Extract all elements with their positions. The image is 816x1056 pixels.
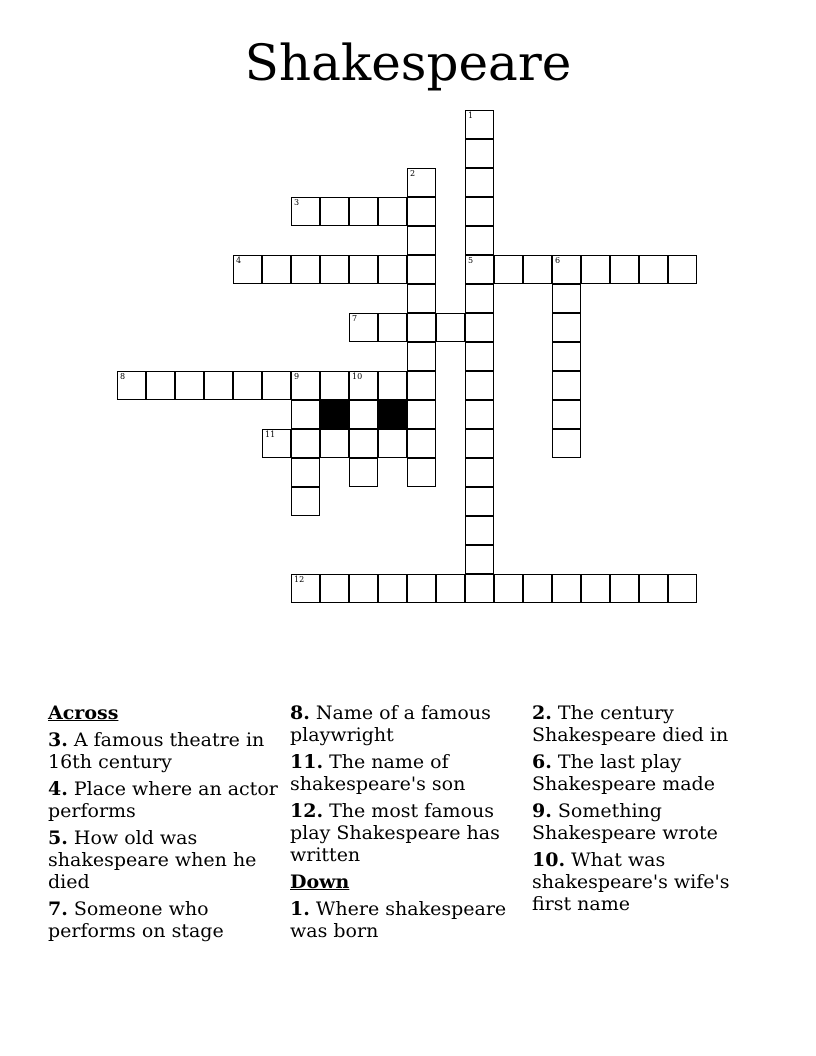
grid-cell[interactable]	[407, 284, 436, 313]
grid-cell[interactable]	[465, 255, 494, 284]
clue-item-number: 6.	[532, 751, 552, 773]
grid-cell[interactable]	[465, 139, 494, 168]
grid-cell[interactable]	[262, 429, 291, 458]
grid-cell[interactable]	[465, 545, 494, 574]
grid-cell[interactable]	[494, 255, 523, 284]
grid-cell[interactable]	[291, 487, 320, 516]
grid-cell[interactable]	[291, 371, 320, 400]
grid-cell[interactable]	[523, 255, 552, 284]
grid-cell[interactable]	[552, 574, 581, 603]
grid-cell[interactable]	[552, 255, 581, 284]
grid-cell[interactable]	[378, 371, 407, 400]
clue-item-text: How old was shakespeare when he died	[48, 827, 257, 893]
grid-cell[interactable]	[552, 371, 581, 400]
clue-item	[290, 800, 520, 866]
grid-cell[interactable]	[465, 371, 494, 400]
clue-item-text: What was shakespeare's wife's first name	[532, 849, 730, 915]
grid-cell[interactable]	[407, 226, 436, 255]
black-cell	[320, 400, 349, 429]
grid-cell[interactable]	[552, 429, 581, 458]
clue-item-text: Name of a famous playwright	[290, 702, 491, 746]
grid-cell[interactable]	[407, 168, 436, 197]
grid-cell[interactable]	[552, 313, 581, 342]
clue-item	[48, 827, 278, 893]
clue-column-3	[532, 702, 762, 920]
clue-heading-down: Down	[290, 871, 350, 893]
grid-cell[interactable]	[610, 255, 639, 284]
clue-item	[48, 898, 278, 942]
clue-item-number: 12.	[290, 800, 324, 822]
grid-cell[interactable]	[320, 429, 349, 458]
grid-cell[interactable]	[465, 313, 494, 342]
grid-cell[interactable]	[465, 284, 494, 313]
grid-cell[interactable]	[291, 458, 320, 487]
clue-number: 9	[294, 372, 300, 381]
grid-cell[interactable]	[320, 574, 349, 603]
grid-cell[interactable]	[204, 371, 233, 400]
clue-item	[290, 751, 520, 795]
grid-cell[interactable]	[668, 574, 697, 603]
clue-number: 4	[236, 256, 242, 265]
grid-cell[interactable]	[291, 574, 320, 603]
grid-cell[interactable]	[436, 574, 465, 603]
clue-number: 11	[265, 430, 276, 439]
grid-cell[interactable]	[465, 458, 494, 487]
grid-cell[interactable]	[378, 313, 407, 342]
black-cell	[378, 400, 407, 429]
clue-heading-across: Across	[48, 702, 119, 724]
clue-item-text: The century Shakespeare died in	[532, 702, 729, 746]
puzzle-title: Shakespeare	[244, 34, 572, 92]
clue-number: 10	[352, 372, 363, 381]
grid-cell[interactable]	[291, 197, 320, 226]
grid-cell[interactable]	[320, 371, 349, 400]
grid-cell[interactable]	[436, 313, 465, 342]
clue-number: 1	[468, 111, 474, 120]
clue-item-number: 4.	[48, 778, 68, 800]
clue-item	[532, 849, 762, 915]
grid-cell[interactable]	[407, 574, 436, 603]
grid-cell[interactable]	[378, 255, 407, 284]
grid-cell[interactable]	[291, 400, 320, 429]
grid-cell[interactable]	[610, 574, 639, 603]
clue-item-number: 2.	[532, 702, 552, 724]
grid-cell[interactable]	[465, 487, 494, 516]
clue-item-number: 5.	[48, 827, 68, 849]
grid-cell[interactable]	[320, 255, 349, 284]
clues-panel	[48, 702, 778, 1002]
clue-item-number: 1.	[290, 898, 310, 920]
clue-number: 3	[294, 198, 300, 207]
grid-cell[interactable]	[407, 458, 436, 487]
clue-number: 7	[352, 314, 358, 323]
grid-cell[interactable]	[407, 429, 436, 458]
grid-cell[interactable]	[407, 197, 436, 226]
grid-cell[interactable]	[233, 371, 262, 400]
grid-cell[interactable]	[581, 255, 610, 284]
grid-cell[interactable]	[639, 574, 668, 603]
clue-item	[532, 702, 762, 746]
grid-cell[interactable]	[117, 371, 146, 400]
grid-cell[interactable]	[291, 255, 320, 284]
grid-cell[interactable]	[378, 574, 407, 603]
clue-item-text: Something Shakespeare wrote	[532, 800, 718, 844]
clue-item-number: 9.	[532, 800, 552, 822]
clue-column-1	[48, 702, 278, 947]
grid-cell[interactable]	[465, 342, 494, 371]
grid-cell[interactable]	[465, 516, 494, 545]
clue-item	[290, 898, 520, 942]
grid-cell[interactable]	[349, 400, 378, 429]
clue-number: 6	[555, 256, 561, 265]
grid-cell[interactable]	[291, 429, 320, 458]
clue-item-text: Place where an actor performs	[48, 778, 278, 822]
grid-cell[interactable]	[668, 255, 697, 284]
grid-cell[interactable]	[581, 574, 610, 603]
grid-cell[interactable]	[465, 226, 494, 255]
grid-cell[interactable]	[494, 574, 523, 603]
grid-cell[interactable]	[378, 197, 407, 226]
clue-item-number: 8.	[290, 702, 310, 724]
grid-cell[interactable]	[465, 429, 494, 458]
grid-cell[interactable]	[175, 371, 204, 400]
grid-cell[interactable]	[349, 574, 378, 603]
grid-cell[interactable]	[349, 458, 378, 487]
clue-item	[48, 729, 278, 773]
grid-cell[interactable]	[465, 400, 494, 429]
grid-cell[interactable]	[523, 574, 552, 603]
clue-column-2	[290, 702, 520, 947]
clue-item-text: A famous theatre in 16th century	[48, 729, 265, 773]
clue-item-text: The name of shakespeare's son	[290, 751, 466, 795]
clue-item-text: The last play Shakespeare made	[532, 751, 715, 795]
grid-cell[interactable]	[465, 168, 494, 197]
grid-cell[interactable]	[407, 400, 436, 429]
grid-cell[interactable]	[262, 371, 291, 400]
clue-item	[532, 751, 762, 795]
clue-item-text: Where shakespeare was born	[290, 898, 507, 942]
clue-item-number: 10.	[532, 849, 566, 871]
grid-cell[interactable]	[552, 284, 581, 313]
grid-cell[interactable]	[407, 255, 436, 284]
grid-cell[interactable]	[465, 197, 494, 226]
clue-number: 12	[294, 575, 305, 584]
grid-cell[interactable]	[320, 197, 349, 226]
grid-cell[interactable]	[465, 574, 494, 603]
grid-cell[interactable]	[146, 371, 175, 400]
grid-cell[interactable]	[639, 255, 668, 284]
clue-number: 2	[410, 169, 416, 178]
clue-item-number: 7.	[48, 898, 68, 920]
clue-number: 8	[120, 372, 126, 381]
clue-item-number: 3.	[48, 729, 68, 751]
clue-item-text: Someone who performs on stage	[48, 898, 224, 942]
grid-cell[interactable]	[262, 255, 291, 284]
grid-cell[interactable]	[552, 342, 581, 371]
grid-cell[interactable]	[233, 255, 262, 284]
grid-cell[interactable]	[552, 400, 581, 429]
grid-cell[interactable]	[378, 429, 407, 458]
grid-cell[interactable]	[407, 342, 436, 371]
grid-cell[interactable]	[349, 255, 378, 284]
grid-cell[interactable]	[465, 110, 494, 139]
clue-item	[48, 778, 278, 822]
clue-item-text: The most famous play Shakespeare has written	[290, 800, 500, 866]
grid-cell[interactable]	[407, 371, 436, 400]
clue-item	[532, 800, 762, 844]
grid-cell[interactable]	[349, 429, 378, 458]
grid-cell[interactable]	[407, 313, 436, 342]
grid-cell[interactable]	[349, 371, 378, 400]
grid-cell[interactable]	[349, 313, 378, 342]
clue-number: 5	[468, 256, 474, 265]
clue-item-number: 11.	[290, 751, 324, 773]
grid-cell[interactable]	[349, 197, 378, 226]
clue-item	[290, 702, 520, 746]
